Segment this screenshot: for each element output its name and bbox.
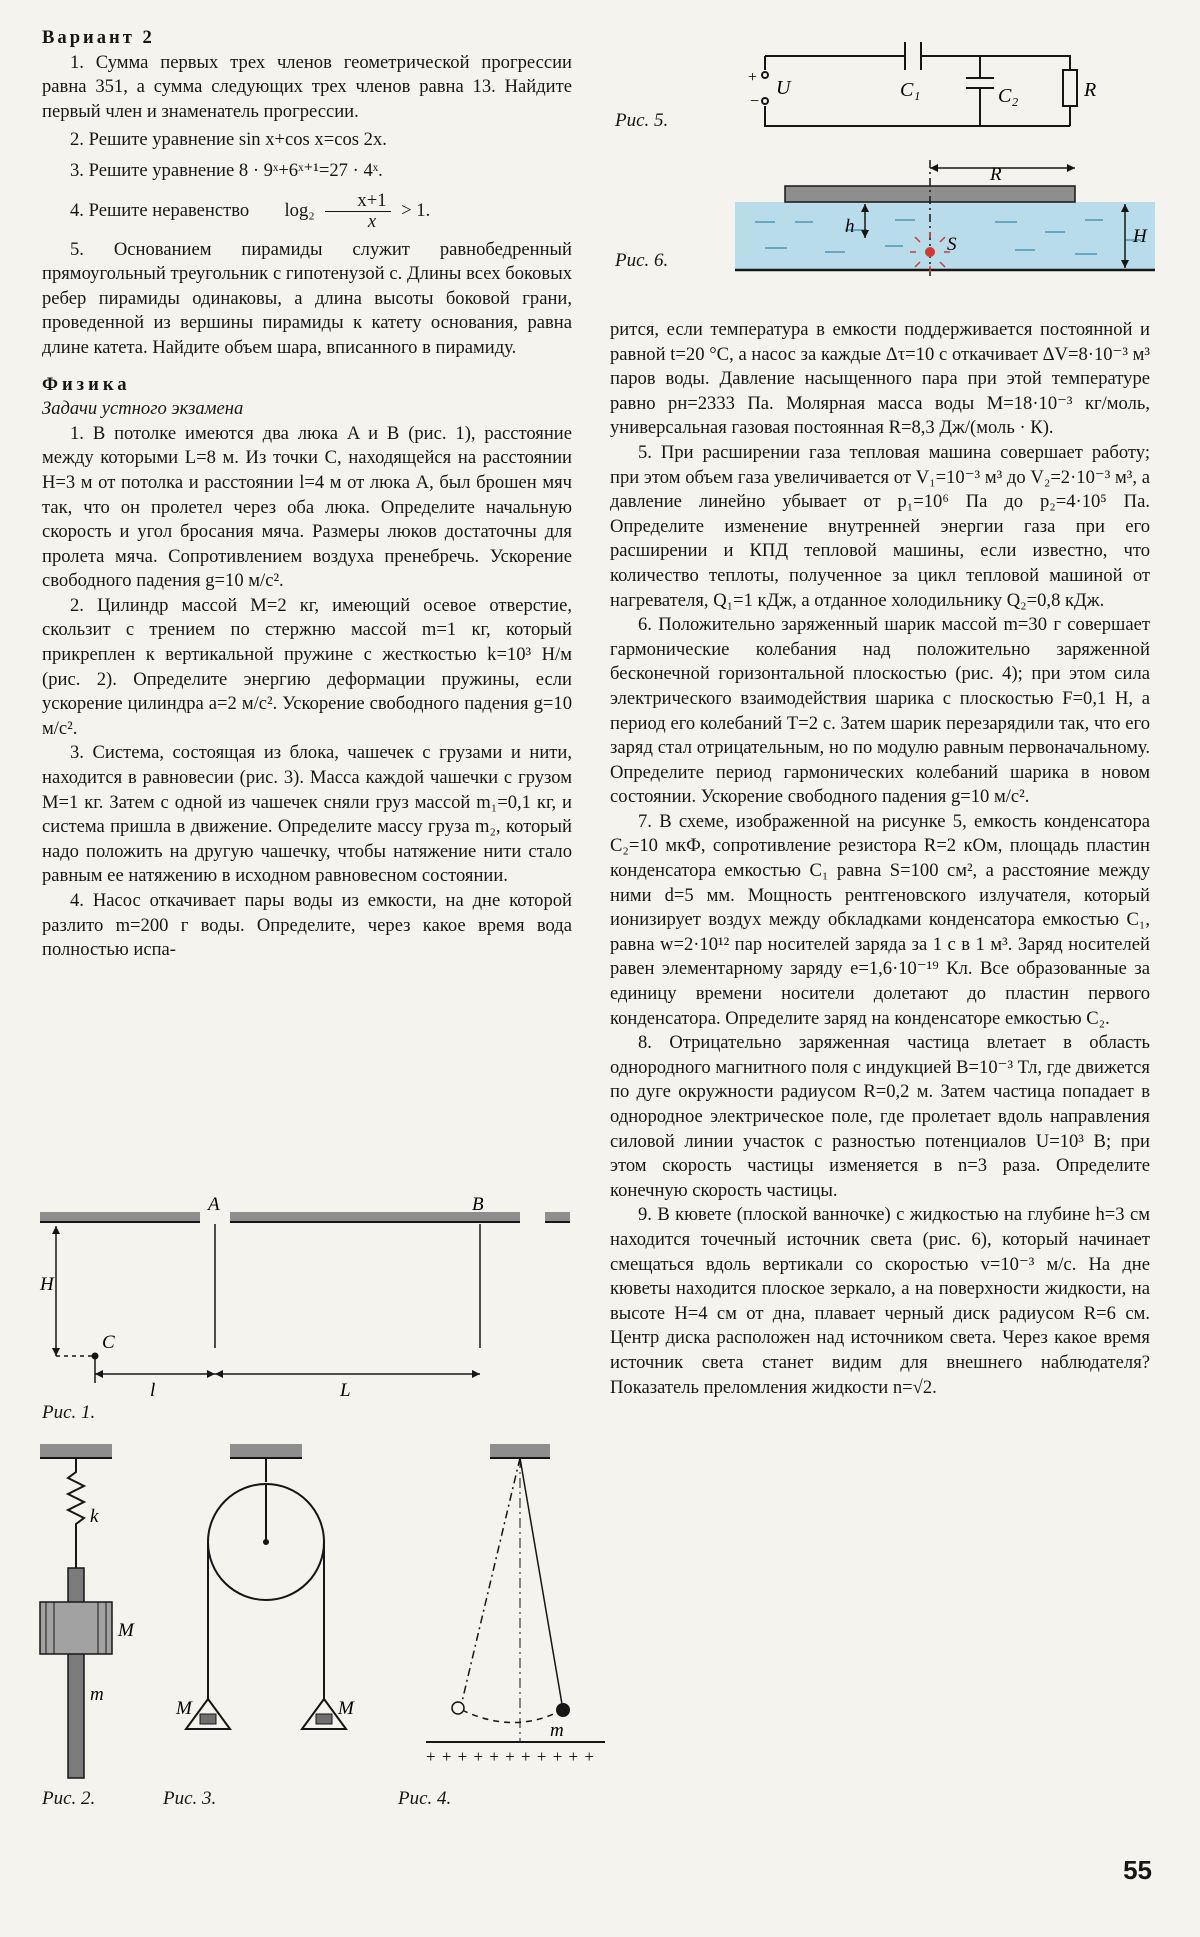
physics-task-2: 2. Цилиндр массой M=2 кг, имеющий осевое отверстие, скользит с трением по стержню массой m=1 кг, который прикреплен к вертикальной пружине с жесткостью k=10³ Н/м (рис. 2). Определите энергию деформации пружины, если ускорение цилиндра a=2 м/с². Ускорение свободного падения g=10 м/с². [42,594,572,739]
physics-task-1: 1. В потолке имеются два люка A и B (рис. 1), расстояние между которыми L=8 м. Из точки C, находящейся на расстоянии H=3 м от потолка и расстоянии l=4 м от люка A, был брошен мяч так, что он пролетел через оба люка. Определите начальную скорость и угол бросания мяча. Размеры люков достаточны для пролета мяча. Сопротивлением воздуха пренебречь. Ускорение свободного падения g=10 м/с². [42,422,572,592]
label-R: R [990,164,1002,185]
terminal-minus [762,98,768,104]
ceiling [490,1444,550,1458]
label-M-right: M [338,1698,354,1719]
label-m: m [90,1684,104,1705]
label-C1: C₁ [900,79,921,101]
page-number: 55 [1123,1855,1152,1885]
section-title: Физика [42,373,131,395]
figure-5-circuit [600,30,1100,130]
fraction-denominator: x [367,210,377,232]
physics-task-4-part-1: 4. Насос откачивает пары воды из емкости, на дне которой разлито m=200 г воды. Определите, через какое время вода полностью испа- [42,890,572,961]
cylinder [40,1602,112,1654]
swing-arc [462,1710,558,1723]
ball [556,1703,570,1717]
problem-4-text: 4. Решите неравенство [70,199,250,221]
light-source [925,247,935,257]
problem-4-tail: > 1. [401,199,431,221]
label-plus: + [748,69,758,86]
label-S: S [947,234,957,255]
figure-6-caption: Рис. 6. [615,250,669,271]
figure-1-ceiling [40,1194,570,1401]
left-column [42,26,572,963]
label-M: M [118,1620,134,1641]
label-H: H [40,1274,54,1295]
physics-task-4-part-2: рится, если температура в емкости поддерживается постоянной и равной t=20 °C, а насос за каждые Δτ=10 с откачивает ΔV=8·10⁻³ м³ паров воды. Давление насыщенного пара при этой температуре равно pн=2333 Па. Молярная масса воды M=18·10⁻³ кг/моль, универсальная газовая постоянная R=8,3 Дж/(моль · К). [610,319,1150,439]
liquid [735,202,1155,270]
label-R: R [1084,79,1097,101]
problem-4-log: log₂ [284,199,315,221]
math-problem-3: 3. Решите уравнение 8 · 9ˣ+6ˣ⁺¹=27 · 4ˣ. [70,159,383,181]
capacitor-c1-plates [905,42,921,70]
figure-6-cuvette [735,160,1155,285]
string-left [460,1458,520,1710]
figure-2-caption: Рис. 2. [42,1788,96,1809]
label-k: k [90,1506,99,1527]
label-h: h [845,216,855,237]
terminal-plus [762,72,768,78]
ceiling [230,1444,302,1458]
math-problem-5: 5. Основанием пирамиды служит равнобедренный прямоугольный треугольник с гипотенузой c. Длины всех боковых ребер пирамиды одинаковы, а длина высоты боковой грани, проведенной из вершины пирамиды к катету основания, равна длине катета. Найдите объем шара, вписанного в пирамиду. [42,238,572,358]
figure-5-caption: Рис. 5. [615,110,669,131]
section-subtitle: Задачи устного экзамена [42,398,244,420]
math-problem-2: 2. Решите уравнение sin x+cos x=cos 2x. [70,129,387,151]
ceiling [40,1444,112,1458]
label-C: C [102,1332,115,1353]
label-U: U [776,77,791,99]
label-C2: C₂ [998,85,1019,107]
ceiling-right [545,1212,570,1222]
physics-task-9: 9. В кювете (плоской ванночке) с жидкостью на глубине h=3 см находится точечный источник света (рис. 6), который начинает смещаться вдоль вертикали со скоростью v=10⁻³ м/с. На дне кюветы находится плоское зеркало, а на поверхности жидкости, на высоте H=4 см от дна, плавает черный диск радиусом R=6 см. Центр диска расположен над источником света. Через какое время источник света станет видим для внешнего наблюдателя? Показатель преломления жидкости n=√2. [610,1204,1150,1398]
physics-task-5: 5. При расширении газа тепловая машина совершает работу; при этом объем газа увеличивается от V₁=10⁻³ м³ до V₂=2·10⁻³ м³, а давление линейно убывает от p₁=10⁶ Па до p₂=4·10⁵ Па. Определите изменение внутренней энергии газа при его расширении и КПД тепловой машины, если известно, что количество теплоты, полученное за цикл тепловой машиной от нагревателя, Q₁=1 кДж, а отданное холодильнику Q₂=0,8 кДж. [610,441,1150,611]
math-problem-1: 1. Сумма первых трех членов геометрической прогрессии равна 351, а сумма следующих трех членов равна 13. Найдите первый член и знаменатель прогрессии. [42,51,572,122]
label-H: H [1133,226,1147,247]
label-L: L [340,1380,351,1401]
label-A: A [208,1194,220,1215]
physics-task-7: 7. В схеме, изображенной на рисунке 5, емкость конденсатора C₂=10 мкФ, сопротивление резистора R=2 кОм, площадь пластин конденсатора емкостью C₁ равна S=100 см², а расстояние между ними d=5 мм. Мощность рентгеновского излучателя, который ионизирует воздух между обкладками конденсатора емкостью C₁, равна w=2·10¹² пар носителей заряда за 1 с в 1 м³. Заряд носителей равен элементарному заряду e=1,6·10⁻¹⁹ Кл. Все образованные за единицу времени носители долетают до пластин первого конденсатора. Определите заряд на конденсаторе емкостью C₂. [610,810,1150,1029]
rod [68,1568,84,1778]
label-minus: − [750,93,760,110]
math-problem-4 [42,190,572,232]
spring [68,1458,84,1568]
hatch-verticals [215,1224,480,1348]
figure-4-pendulum [426,1444,610,1769]
string-right [520,1458,563,1710]
figure-1-caption: Рис. 1. [42,1402,96,1423]
physics-task-3: 3. Система, состоящая из блока, чашечек с грузами и нити, находится в равновесии (рис. 3). Масса каждой чашечки с грузом M=1 кг. Затем с одной из чашечек сняли груз массой m₁=0,1 кг, и система пришла в движение. Определите массу груза m₂, который надо положить на другую чашечку, чтобы натяжение нити стало равным ее натяжению в исходном равновесном состоянии. [42,742,572,887]
ceiling-left [40,1212,200,1222]
figure-3-pulley [176,1444,360,1764]
figure-2-spring [40,1444,150,1784]
resistor-box [1063,70,1077,106]
charges: + + + + + + + + + + + [426,1747,595,1766]
label-l: l [150,1380,156,1401]
figure-3-caption: Рис. 3. [163,1788,217,1809]
right-column [610,318,1150,1400]
fraction-numerator: x+1 [325,191,390,212]
label-m: m [550,1720,564,1741]
physics-task-6: 6. Положительно заряженный шарик массой m=30 г совершает гармонические колебания над положительно заряженной бесконечной горизонтальной плоскостью (рис. 4); при этом сила электрического взаимодействия шарика с плоскостью F=0,1 Н, а период его колебаний T=2 с. Затем шарик перезарядили так, что его заряд стал отрицательным, но по модулю равным первоначальному. Определите период гармонических колебаний шарика в новом состоянии. Ускорение свободного падения g=10 м/с². [610,614,1150,808]
label-B: B [472,1194,484,1215]
variant-heading: Вариант 2 [42,27,155,48]
figure-4-caption: Рис. 4. [398,1788,452,1809]
physics-task-8: 8. Отрицательно заряженная частица влетает в область однородного магнитного поля с индукцией B=10⁻³ Тл, где движется по дуге окружности радиусом R=0,2 м. Затем частица попадает в однородное электрическое поле, где пролетает вдоль направления силовой линии участок с разностью потенциалов U=10³ В; при этом скорость частицы изменяется в n=3 раза. Определите конечную скорость частицы. [610,1032,1150,1201]
thread [208,1542,324,1699]
label-M-left: M [176,1698,192,1719]
capacitor-c2-plates [966,78,994,88]
fraction [325,191,390,232]
